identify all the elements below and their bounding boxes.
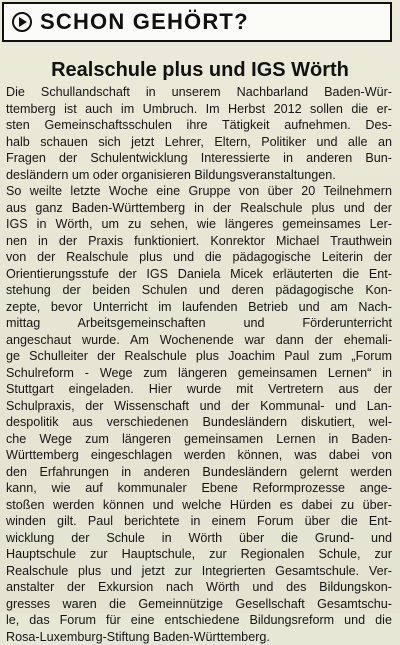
article-line: Hauptschule zur Hauptschule, zur Regionalen Schule, zur (6, 546, 392, 563)
article-title: Realschule plus und IGS Wörth (0, 58, 400, 82)
article-line: le, das Forum für eine entschiedene Bildungsreform und die (6, 612, 392, 629)
section-label: SCHON GEHÖRT? (40, 9, 249, 35)
article-line: Württemberg eingeschlagen werden können, was dabei von (6, 447, 392, 464)
article-line: Realschule plus und jetzt zur Integrierten Gesamtschule. Ver- (6, 563, 392, 580)
article-line: gresses waren die Gemeinnützige Gesellschaft Gesamtschu- (6, 596, 392, 613)
article-line: Schulreform - Wege zum längeren gemeinsamen Lernen“ in (6, 365, 392, 382)
article-line: nen in der Praxis funktioniert. Konrektor Michael Trauthwein (6, 233, 392, 250)
article-line: von der Realschule plus und die pädagogische Leiterin der (6, 249, 392, 266)
article-line: wicklung der Schule in Wörth über die Grund- und (6, 530, 392, 547)
article-line: IGS in Wörth, um zu sehen, wie längeres gemeinsames Ler- (6, 216, 392, 233)
article-line: kann, wie auf kommunaler Ebene Reformprozesse ange- (6, 480, 392, 497)
article-line: stehung der beiden Schulen und deren pädagogische Kon- (6, 282, 392, 299)
article-line: stoßen werden können und welche Hürden es dabei zu über- (6, 497, 392, 514)
article-line: Stuttgart eingeladen. Hier wurde mit Vertretern aus der (6, 381, 392, 398)
article-line: zepte, bevor Unterricht im laufenden Betrieb und am Nach- (6, 299, 392, 316)
play-circle-icon (12, 12, 32, 32)
article-line: Schulpraxis, der Wissenschaft und der Kommunal- und Lan- (6, 398, 392, 415)
article-line: halb schauen sich jetzt Lehrer, Eltern, Politiker und alle an (6, 134, 392, 151)
article-line: aus ganz Baden-Württemberg in der Realschule plus und der (6, 200, 392, 217)
article-line: Orientierungsstufe der IGS Daniela Micek erläuterten die Ent- (6, 266, 392, 283)
article-line: Die Schullandschaft in unserem Nachbarland Baden-Wür- (6, 84, 392, 101)
article-line: ge Schulleiter der Realschule plus Joachim Paul zum „Forum (6, 348, 392, 365)
article-body (6, 84, 392, 645)
article-line: angeschaut wurde. Am Wochenende war dann der ehemali- (6, 332, 392, 349)
article-line: sten Gemeinschaftsschulen ihre Tätigkeit aufnehmen. Des- (6, 117, 392, 134)
article-line: So weilte letzte Woche eine Gruppe von über 20 Teilnehmern (6, 183, 392, 200)
article-line: mittag Arbeitsgemeinschaften und Förderunterricht (6, 315, 392, 332)
article-line: anstalter der Exkursion nach Wörth und des Bildungskon- (6, 579, 392, 596)
article-line: Fragen der Schulentwicklung Interessierte in anderen Bun- (6, 150, 392, 167)
section-header (2, 2, 392, 42)
article-line: Rosa-Luxemburg-Stiftung Baden-Württemberg. (6, 629, 392, 645)
article-line: che Wege zum längeren gemeinsamen Lernen in Baden- (6, 431, 392, 448)
article-line: despolitik aus verschiedenen Bundesländern diskutiert, wel- (6, 414, 392, 431)
article-line: ttemberg ist auch im Umbruch. Im Herbst 2012 sollen die er- (6, 101, 392, 118)
article-line: den Erfahrungen in anderen Bundesländern gelernt werden (6, 464, 392, 481)
article-line: desländern um oder organisieren Bildungsveranstaltungen. (6, 167, 392, 184)
article-line: winden gilt. Paul berichtete in einem Forum über die Ent- (6, 513, 392, 530)
